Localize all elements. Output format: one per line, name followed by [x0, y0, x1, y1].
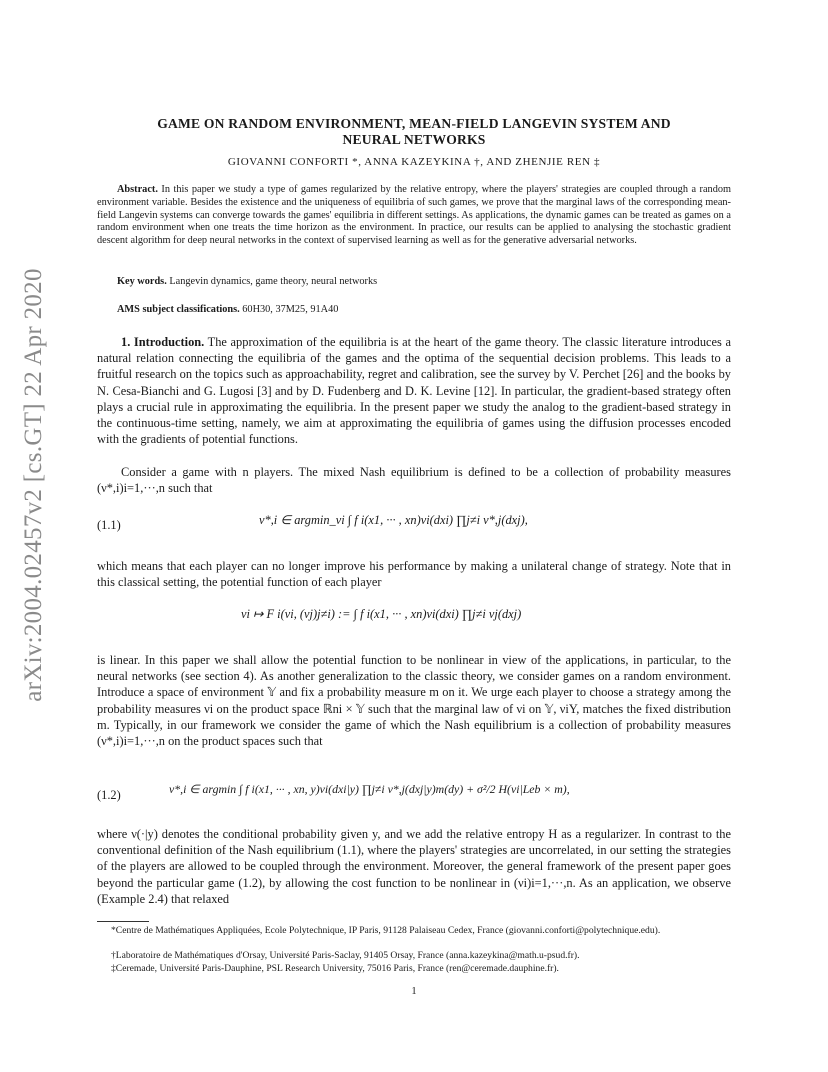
equation-expression: ν*,i ∈ argmin_νi ∫ f i(x1, ··· , xn)νi(dxi) ∏j≠i ν*,j(dxj),	[259, 513, 528, 527]
title-line-1: GAME ON RANDOM ENVIRONMENT, MEAN-FIELD LANGEVIN SYSTEM AND	[157, 116, 671, 131]
ams-text: 60H30, 37M25, 91A40	[242, 304, 339, 315]
paragraph-5: where ν(·|y) denotes the conditional probability given y, and we add the relative entropy H as a regularizer. In contrast to the conventional definition of the Nash equilibrium (1.1), where the players' strategies are uncorrelated, in our setting the strategies of the players are allowed to be coupled through the environment. Moreover, the general framework of the present paper goes beyond the particular game (1.2), by allowing the cost function to be nonlinear in (νi)i=1,···,n. As an application, we observe (Example 2.4) that relaxed	[97, 827, 731, 906]
page-number: 1	[411, 986, 417, 997]
abstract-text: In this paper we study a type of games regularized by the relative entropy, where the players' strategies are coupled through a random environment variable. Besides the existence and the uniqueness of equilibria of such games, we prove that the marginal laws of the corresponding mean-field Langevin systems can converge towards the games' equilibria in different settings. As applications, the dynamic games can be treated as games on a random environment when one treats the time horizon as the environment. In practice, our results can be applied to analysing the stochastic gradient descent algorithm for deep neural networks in the context of supervised learning as well as for the generative adversarial networks.	[97, 184, 731, 247]
paper-title	[97, 116, 731, 148]
equation-expression: ν*,i ∈ argmin ∫ f i(x1, ··· , xn, y)νi(dxi|y) ∏j≠i ν*,j(dxj|y)m(dy) + σ²/2 H(νi|Leb × m),	[169, 782, 570, 796]
abstract-label: Abstract.	[117, 184, 158, 195]
footnote-1: *Centre de Mathématiques Appliquées, Ecole Polytechnique, IP Paris, 91128 Palaiseau Cedex, France (giovanni.conforti@polytechnique.edu).	[111, 925, 661, 936]
ams-label: AMS subject classifications.	[117, 304, 240, 315]
keywords-text: Langevin dynamics, game theory, neural networks	[169, 276, 378, 287]
footnote-3: ‡Ceremade, Université Paris-Dauphine, PSL Research University, 75016 Paris, France (ren@ceremade.dauphine.fr).	[111, 963, 559, 974]
intro-paragraph-2: Consider a game with n players. The mixed Nash equilibrium is defined to be a collection of probability measures (ν*,i)i=1,···,n such that	[97, 465, 731, 496]
keywords-label: Key words.	[117, 276, 167, 287]
equation-potential	[97, 600, 731, 644]
intro-p1-text: The approximation of the equilibria is at the heart of the game theory. The classic literature introduces a natural relation connecting the equilibria of the games and the optima of the sequential decision problems. This leads to a fruitful research on the topics such as approachability, regret and calibration, see the survey by V. Perchet [26] and the books by N. Cesa-Bianchi and G. Lugosi [3] and by D. Fudenberg and D. K. Levine [12]. In particular, the gradient-based strategy often plays a crucial rule in approximating the equilibria. In the present paper we study the analog to the gradient-based strategy in the continuous-time setting, namely, we aim at approximating the equilibria of games using the diffusion processes encoded with the gradients of potential functions.	[97, 335, 731, 447]
arxiv-stamp: arXiv:2004.02457v2 [cs.GT] 22 Apr 2020	[20, 268, 47, 702]
authors: GIOVANNI CONFORTI *, ANNA KAZEYKINA †, AND ZHENJIE REN ‡	[227, 156, 601, 168]
paragraph-3: which means that each player can no longer improve his performance by making a unilateral change of strategy. Note that in this classical setting, the potential function of each player	[97, 559, 731, 590]
keywords	[117, 276, 377, 287]
equation-expression: νi ↦ F i(νi, (νj)j≠i) := ∫ f i(x1, ··· , xn)νi(dxi) ∏j≠i νj(dxj)	[241, 607, 522, 621]
footnote-2: †Laboratoire de Mathématiques d'Orsay, Université Paris-Saclay, 91405 Orsay, France (anna.kazeykina@math.u-psud.fr).	[111, 950, 580, 961]
equation-1-2	[97, 776, 731, 820]
ams-classifications	[117, 304, 338, 315]
equation-number: (1.1)	[97, 518, 121, 532]
title-line-2: NEURAL NETWORKS	[342, 132, 486, 147]
section-heading: 1. Introduction.	[121, 335, 205, 349]
intro-paragraph-1	[97, 334, 731, 447]
abstract	[97, 184, 731, 248]
equation-1-1	[97, 506, 731, 550]
equation-number: (1.2)	[97, 788, 121, 802]
footnote-rule	[97, 921, 149, 922]
paragraph-4: is linear. In this paper we shall allow the potential function to be nonlinear in view of the applications, in particular, to the neural networks (see section 4). As another generalization to the classic theory, we consider games on a random environment. Introduce a space of environment 𝕐 and fix a probability measure m on it. We urge each player to choose a strategy among the probability measures νi on the product space ℝni × 𝕐 such that the marginal law of νi on 𝕐, νiY, matches the fixed distribution m. Typically, in our framework we consider the game of which the Nash equilibrium is a collection of probability measures (ν*,i)i=1,···,n on the product spaces such that	[97, 653, 731, 749]
